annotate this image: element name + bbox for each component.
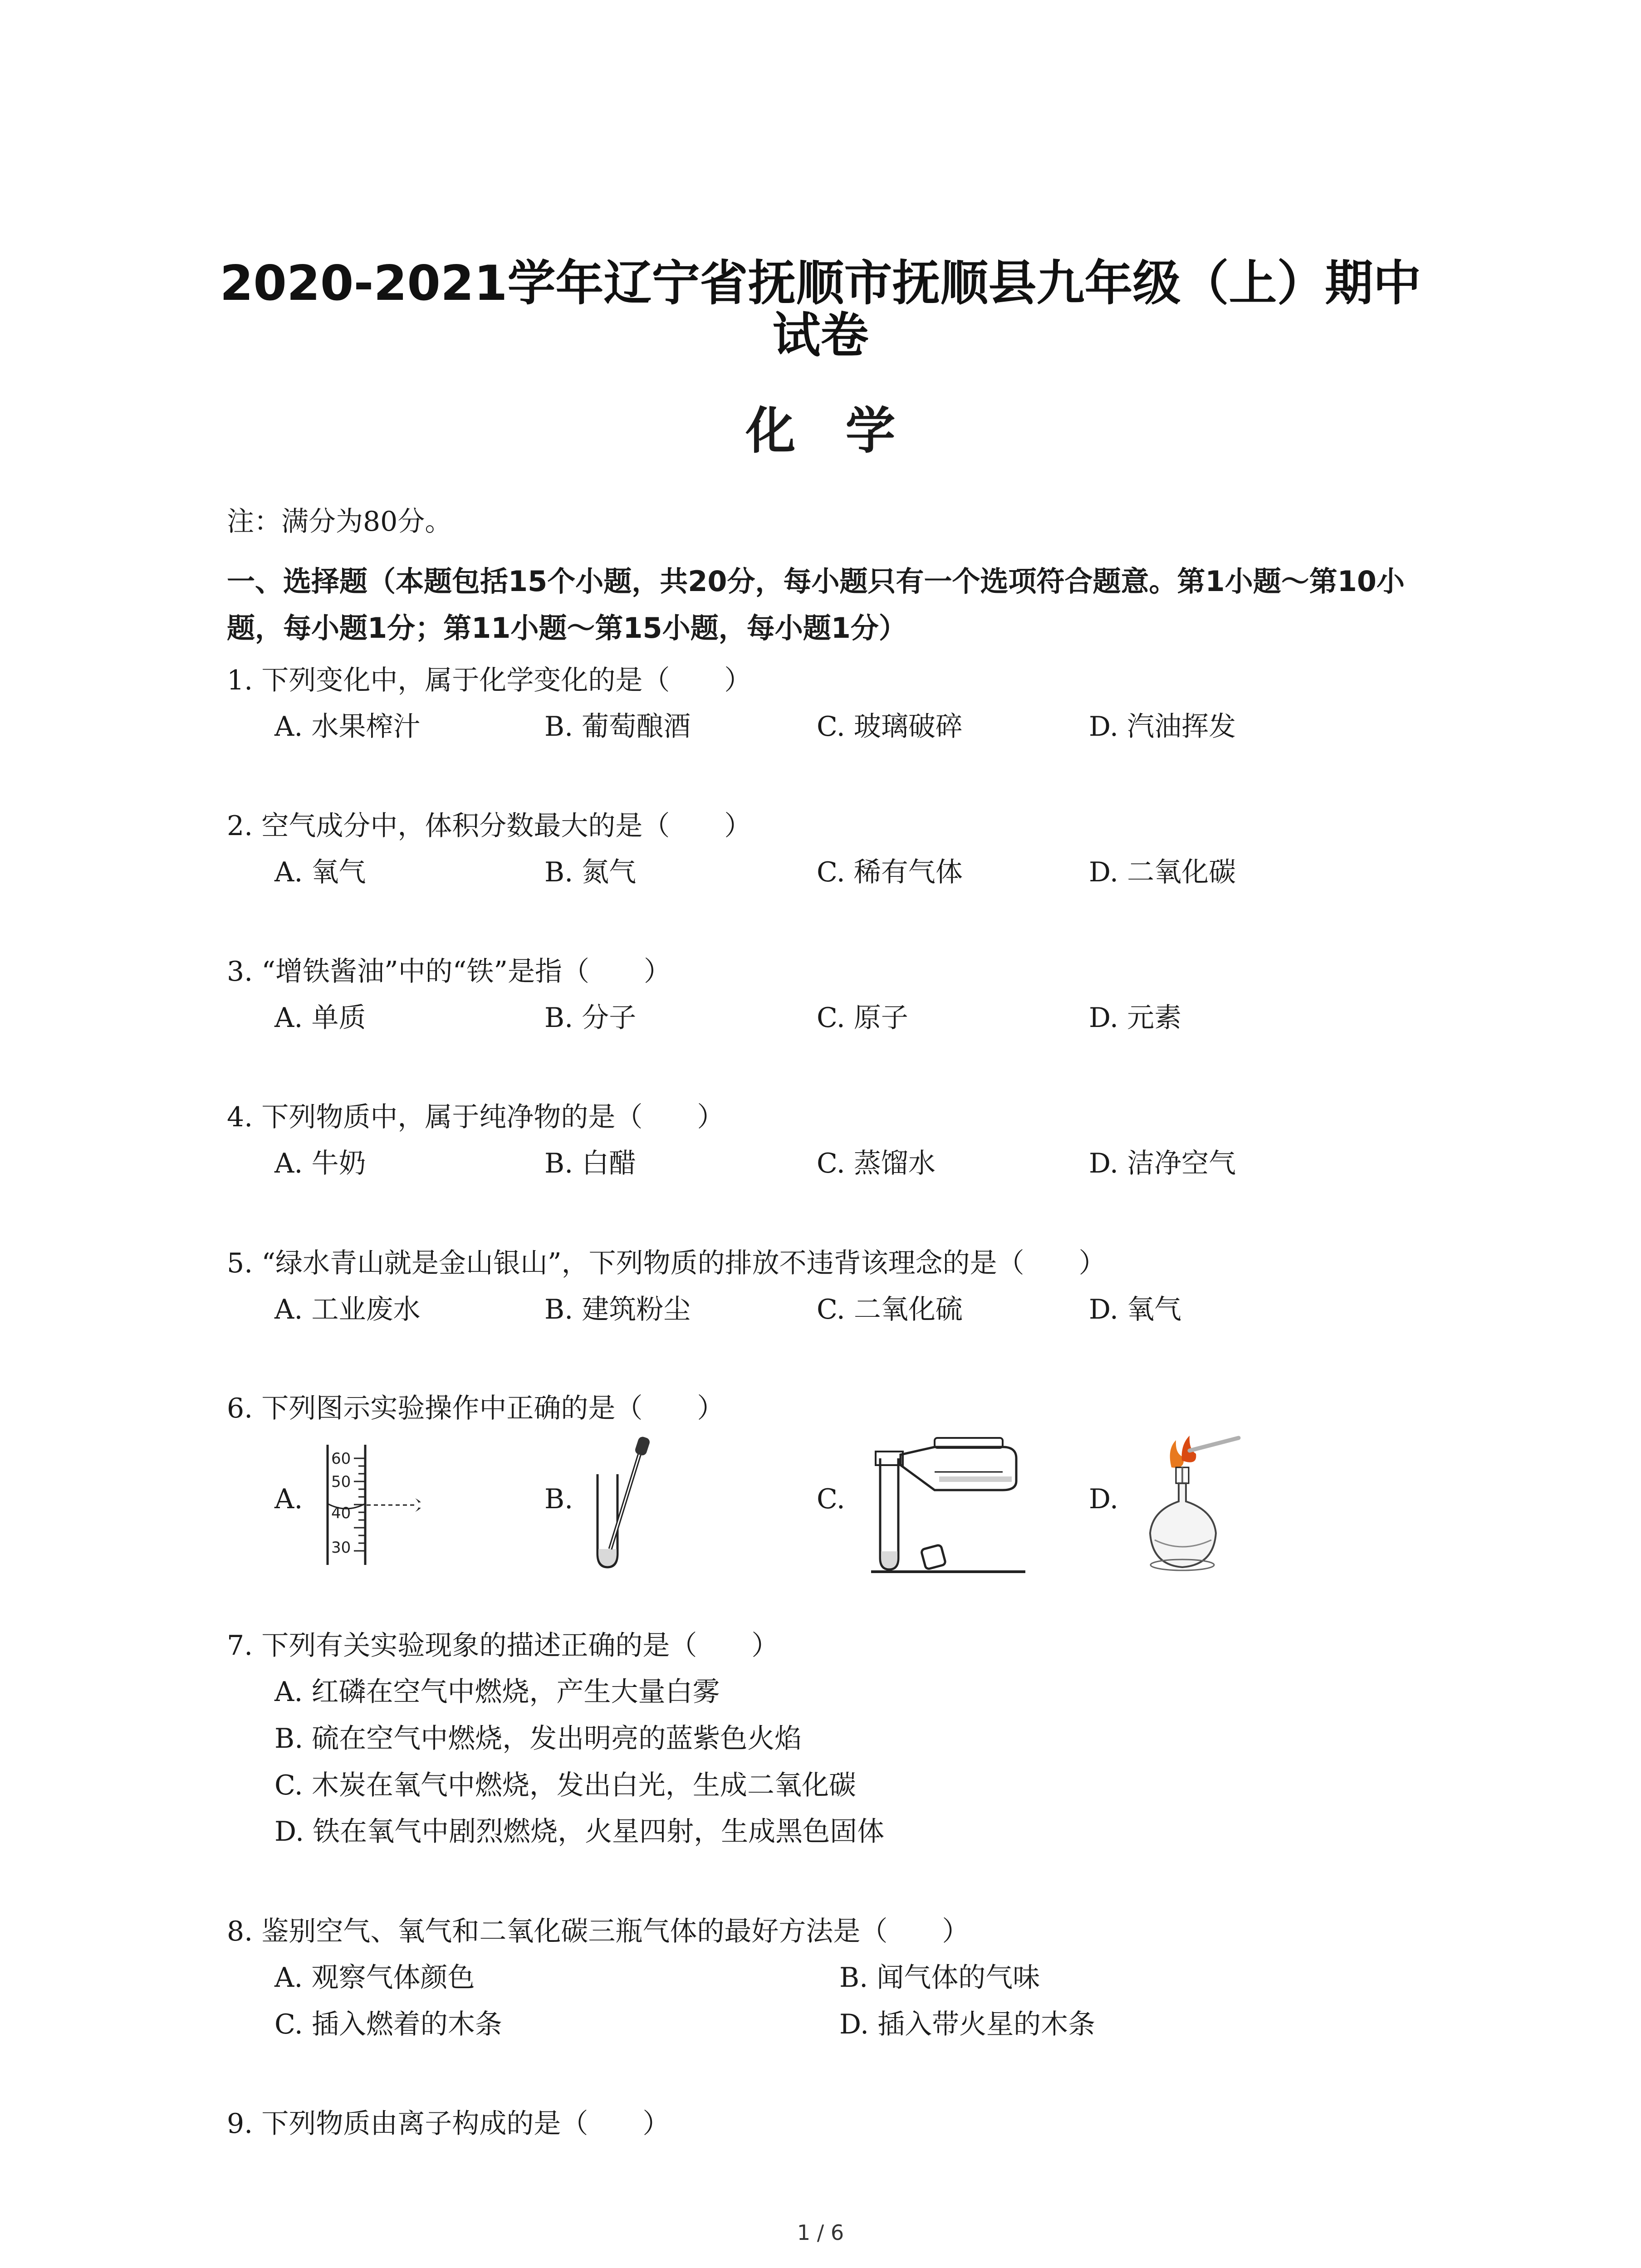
question-3-option-b: B. 分子 (544, 1002, 637, 1034)
question-2-option-d: D. 二氧化碳 (1089, 856, 1236, 888)
question-6-option-b: B. (544, 1483, 573, 1515)
question-4-stem: 4. 下列物质中，属于纯净物的是（ ） (227, 1101, 725, 1133)
question-2-option-a: A. 氧气 (274, 856, 366, 888)
question-6-stem: 6. 下列图示实验操作中正确的是（ ） (227, 1393, 725, 1424)
question-8-option-b: B. 闻气体的气味 (839, 1962, 1040, 1994)
question-5-option-b: B. 建筑粉尘 (544, 1294, 691, 1325)
exam-title-line1: 2020-2021学年辽宁省抚顺市抚顺县九年级（上）期中 (220, 255, 1421, 311)
question-8-option-d: D. 插入带火星的木条 (839, 2009, 1096, 2040)
question-5-option-a: A. 工业废水 (274, 1294, 421, 1325)
score-note: 注：满分为80分。 (227, 506, 452, 538)
dropper-test-tube-figure (588, 1433, 669, 1574)
question-2-option-b: B. 氮气 (544, 856, 637, 888)
question-8-option-c: C. 插入燃着的木条 (274, 2009, 502, 2040)
question-8-stem: 8. 鉴别空气、氧气和二氧化碳三瓶气体的最好方法是（ ） (227, 1916, 970, 1947)
cylinder-scale-label: 60 (331, 1450, 351, 1468)
question-6-option-a: A. (274, 1483, 303, 1515)
question-7-stem: 7. 下列有关实验现象的描述正确的是（ ） (227, 1630, 779, 1662)
cylinder-scale-label: 50 (331, 1473, 351, 1491)
question-6-option-c: C. (817, 1483, 845, 1515)
subject-heading: 化学 (745, 402, 945, 460)
cylinder-scale-label: 40 (331, 1504, 351, 1522)
question-1-option-b: B. 葡萄酿酒 (544, 711, 691, 743)
question-8-option-a: A. 观察气体颜色 (274, 1962, 475, 1994)
question-4-option-b: B. 白醋 (544, 1148, 637, 1179)
question-1-option-a: A. 水果榨汁 (274, 711, 421, 743)
question-7-option-c: C. 木炭在氧气中燃烧，发出白光，生成二氧化碳 (274, 1769, 856, 1801)
graduated-cylinder-figure (318, 1440, 440, 1572)
question-7-option-d: D. 铁在氧气中剧烈燃烧，火星四射，生成黑色固体 (274, 1816, 885, 1848)
question-1-option-d: D. 汽油挥发 (1089, 711, 1236, 743)
page-number: 1 / 6 (797, 2220, 844, 2245)
alcohol-lamp-figure (1139, 1429, 1257, 1579)
question-3-stem: 3. “增铁酱油”中的“铁”是指（ ） (227, 956, 671, 987)
cylinder-scale-label: 30 (331, 1539, 351, 1557)
pouring-liquid-figure (867, 1431, 1030, 1581)
question-3-option-a: A. 单质 (274, 1002, 366, 1034)
question-5-option-c: C. 二氧化硫 (817, 1294, 963, 1325)
question-1-stem: 1. 下列变化中，属于化学变化的是（ ） (227, 665, 752, 696)
question-6-option-d: D. (1089, 1483, 1119, 1515)
question-5-option-d: D. 氧气 (1089, 1294, 1182, 1325)
question-7-option-b: B. 硫在空气中燃烧，发出明亮的蓝紫色火焰 (274, 1723, 802, 1755)
question-4-option-c: C. 蒸馏水 (817, 1148, 936, 1179)
question-1-option-c: C. 玻璃破碎 (817, 711, 963, 743)
question-2-option-c: C. 稀有气体 (817, 856, 963, 888)
question-4-option-d: D. 洁净空气 (1089, 1148, 1236, 1179)
question-9-stem: 9. 下列物质由离子构成的是（ ） (227, 2108, 670, 2140)
question-4-option-a: A. 牛奶 (274, 1148, 366, 1179)
section-heading-multiple-choice: 一、选择题（本题包括15个小题，共20分，每小题只有一个选项符合题意。第1小题～第10小题，每小题1分；第11小题～第15小题，每小题1分） (227, 565, 1405, 645)
exam-title-line2: 试卷 (772, 308, 869, 363)
question-3-option-d: D. 元素 (1089, 1002, 1182, 1034)
question-5-stem: 5. “绿水青山就是金山银山”，下列物质的排放不违背该理念的是（ ） (227, 1247, 1106, 1279)
question-2-stem: 2. 空气成分中，体积分数最大的是（ ） (227, 810, 752, 842)
question-3-option-c: C. 原子 (817, 1002, 908, 1034)
question-7-option-a: A. 红磷在空气中燃烧，产生大量白雾 (274, 1676, 720, 1708)
